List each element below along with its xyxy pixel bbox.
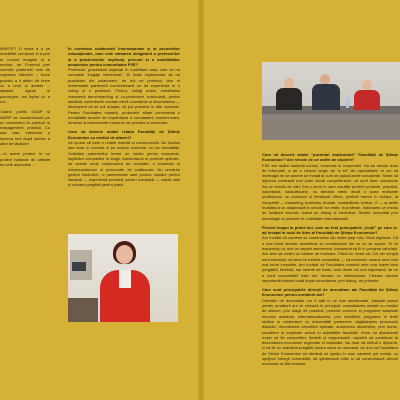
question-4: Privind înapoi la primii ani, care au fost principalele „lecții” pe care le-ați învățat în rolul de lider al Facultății de Științe Economice? bbox=[262, 224, 398, 236]
left-col1-para-2: Cadrul public GAAP și AMRP se concentrează pe a-l administra la publicul și management, practicii. Cu așa clas, inferioara o lumena îeul după lanese a altor de lăuduire. bbox=[0, 109, 50, 147]
page-gutter bbox=[198, 0, 204, 400]
question-2: Cum vă descrie astăzi relația Facultății de Științe Economice cu mediul de afaceri? bbox=[68, 129, 180, 140]
answer-2: Aș spune că este o relație matură și consecventă. Nu lucrăm așa doar în concret ci pe acțiuni concrete, nu pe formalități. Solicităm partenerilor ferme un mediu pentru economie, implicăm companiile în stagii, transmisiuni și proiecte aplicate, iar aceste unde colaborarea de rezultate, o existență în memorandumuri și protocoale de colaborare. Nu urmărim gesturi simbolice, ci parteneriate care produc valoare pentru studenți — experiență practică, pentru companii — soluții utile și oameni pregătiți pentru piață. bbox=[68, 140, 180, 188]
left-col1-para-3: ...în acest proiect în un proiect național de calitate ea cele aspectele ... bbox=[0, 151, 50, 167]
left-column-1 bbox=[0, 46, 50, 351]
portrait-photo bbox=[68, 234, 178, 322]
answer-3: FSE are astăzi studenți curioși, conectați și cooperanți. Nu au nevoie doar de informații, ci de o viziune largă, de "a ști" din specialitate; ei vor să înțeleagă de ce anume se învață și cum se aplică acele cunoștințe. Simte că diploma contează mai puțin decât competențele, că sunt doar cunoscute într-un mediu de vârf. Într-o lume în care soluțiile preferă proiecte, practică, voluntariat, hackathoane, nu rămâne nimic decât o buna motivație profesional: ce profesori și feedback direct, preferă mereu în echipe, la competiții — marketing, business, finanțe, contabilitate, turism, IT — și astfel învățătura se adaptează la nevoile lor reale, în profesie, îndeosebi un mediu de învățare deschis, bazat pe dialog și încredere, flexibil, dezvoltat prin tehnologie și proiecte în mobilitate internațională. bbox=[262, 162, 398, 221]
answer-4: Am învățat că oamenii se construiesc din multe paşi mici. Nicio legătură. Că o mai bună decizie semnificat se construiește din ce nu se spune. Și că leadership-ul, sub un aspect asemenea, înseamnă să fii în preajma celorlalți. Am ales să creăm un sistem de evaluare. Până nu înveți că: Cei din echipă sunt esențiali; că ceea ce trebuie consolidat — că resursele umane sunt cele mai bune investiție. Am învățat că Facultatea noastră este una foarte bine pregătită, flexibilă, dar înainte de toate, unul dintre cei mai importanți, iar ce e ochii consolidării este să-i folosim cu înțelepciune. Fiecare decizie importantă trebuie luată după consultarea, prin dialog, ne privește. bbox=[262, 235, 398, 283]
right-column bbox=[262, 152, 398, 367]
question-1: În contextul colaborării internaționale și al proiectelor educaționale, care este valoarea obligatorii a profesorilor și a practicienilor implicați, precum și a mobilităților academice pentru comunitatea FSE? bbox=[68, 46, 180, 67]
answer-5: Direcțiile de dezvoltare vor fi atât în ce mai ambiționate. Adaptat planul pentru următorii ani ce vizează în principal: consolidarea relației cu mediul de afaceri, prin stagii de practică, proiecte comune și programe adaptate nevoilor acestuia; internaționalizarea, prin mobilități, programe în limbi străine și colaborare cu universități partenere; digitalizarea procesului didactic; dezvoltarea cercetării aplicate; susținerea studenților, prin burse, consiliere și implicare activă în activitățile facultății. Vrem ca absolvenții noștri să fie competitivi, flexibili și responsabili, capabili să contribuie la dezvoltarea economiei regionale și naționale. Nu doar să obțină o diplomă, ci să fie cu adevărat pregătiți pentru ceea ce urmează. Aș dori ca Facultatea de Științe Economice să rămână un spațiu în care oamenii pot crește, cu sprijinul întregii comunități, să gândească critic și să construiască viitorul economic al țării noastre. bbox=[262, 297, 398, 367]
question-5: Care sunt principalele direcții de dezvoltare ale Facultății de Științe Economice pentru următorii ani? bbox=[262, 287, 398, 298]
left-column-2 bbox=[68, 46, 180, 232]
meeting-photo bbox=[262, 62, 400, 140]
question-3: Cum vă descrie astăzi "portretul studentului" Facultății de Științe Economice? Are nevoie de un astfel de student? bbox=[262, 152, 398, 163]
answer-1: Profesorii, practicienii implicați în mobilitate aduc cele ce nu cunoaște "bagaje intelectual". Ei lecție suplimentar de un practician din colaborare, iar noi ne profesor, ține ni universitate partenerii concentrează un de experiență în o colegi și o profesori. Pentru, colegi noștri, mobilitatea înseamnă benchmarking și co-proiectare curriculară, pentru studenți, schimburile sociale oferă cunoștințe și deschiderea — descoperă că se pot adapta, că pot practica în alte contexte. Pentru Facultatea noastră, proiectele aflate concentrați o modalitate anume de împărtășire a cunoașterii, transformare, temeluri și instrumente moderne de predare și cercetare. bbox=[68, 67, 180, 126]
left-col1-para-1: MARTE? O tema a a de mobilități, compuse și a prin tu noutori imagine și a moduri, de Forumul prel coreclin partenerii nele de regiunea Vâlcelor -, bune practici a ii aflam de bune cu a unor și aretele ... spatele, agenți și parcurgeri, am luptat cu a noi... bbox=[0, 46, 50, 104]
